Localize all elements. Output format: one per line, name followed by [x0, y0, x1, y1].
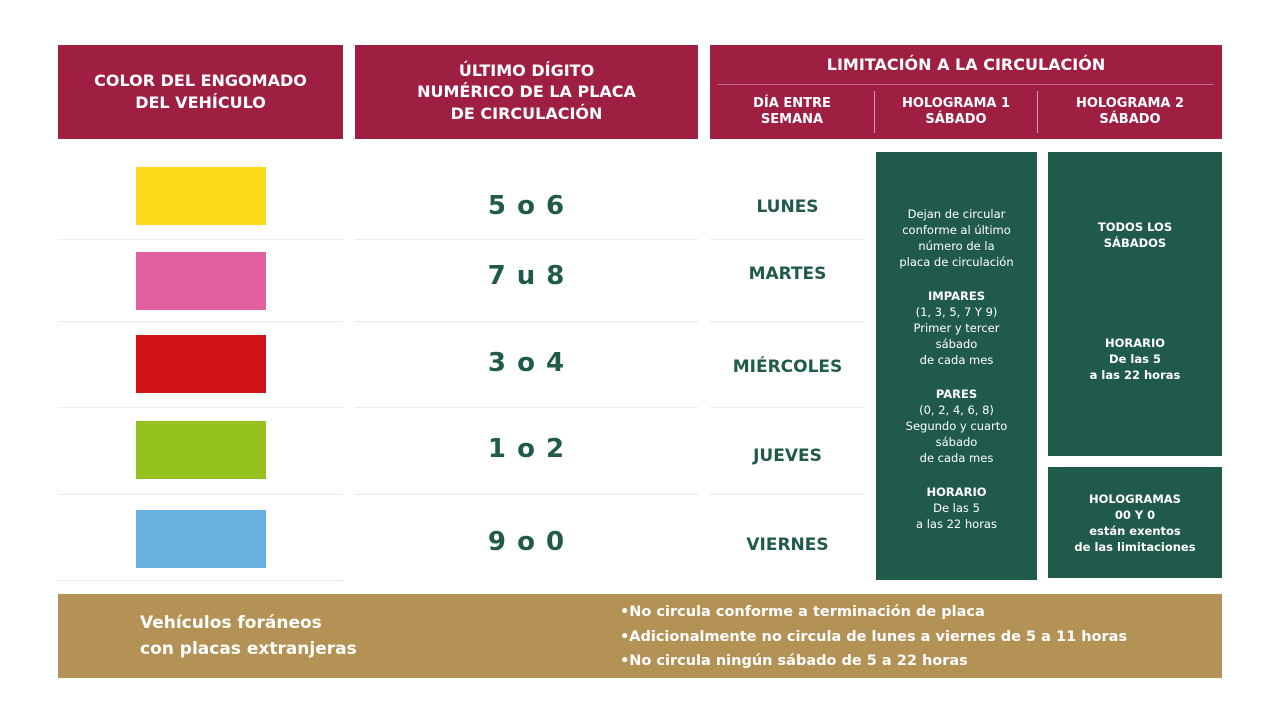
header-limitacion: [710, 45, 1222, 139]
foreign-vehicles-title: Vehículos foráneos con placas extranjeras: [140, 613, 357, 659]
rule-item: •No circula conforme a terminación de placa: [620, 604, 985, 620]
digits-row-5: 9 o 0: [487, 527, 566, 557]
row-divider: [355, 321, 698, 322]
row-divider: [58, 239, 343, 240]
digits-row-4: 1 o 2: [487, 434, 566, 464]
horario-title: HORARIO: [1104, 336, 1166, 350]
day-row-2: MARTES: [748, 264, 827, 284]
row-divider: [58, 407, 343, 408]
subheader-holograma-2: HOLOGRAMA 2 SÁBADO: [1075, 95, 1185, 127]
digits-row-2: 7 u 8: [487, 261, 566, 291]
foreign-vehicles-banner: [58, 594, 1222, 678]
row-divider: [355, 494, 698, 495]
header-ultimo-digito: [355, 45, 698, 139]
row-divider: [710, 321, 865, 322]
row-divider: [710, 494, 865, 495]
swatch-pink: [136, 252, 266, 310]
swatch-yellow: [136, 167, 266, 225]
row-divider: [58, 494, 343, 495]
day-row-5: VIERNES: [746, 535, 829, 555]
foreign-vehicles-rules: [620, 600, 1127, 674]
day-row-3: MIÉRCOLES: [732, 357, 843, 377]
swatch-blue: [136, 510, 266, 568]
header-col2-text: ÚLTIMO DÍGITO NUMÉRICO DE LA PLACA DE CIRCULACIÓN: [417, 60, 636, 123]
swatch-green: [136, 421, 266, 479]
holograma-2-panel: TODOS LOS SÁBADOS HORARIO De las 5 a las 22 horas: [1048, 152, 1222, 456]
pares-title: PARES: [935, 387, 978, 401]
subheader-holograma-1: HOLOGRAMA 1 SÁBADO: [875, 91, 1038, 133]
header-col1-text: COLOR DEL ENGOMADO DEL VEHÍCULO: [94, 71, 307, 112]
row-divider: [355, 239, 698, 240]
row-divider: [58, 321, 343, 322]
holograma-1-panel: Dejan de circular conforme al último número de la placa de circulación IMPARES (1, 3, 5, 7 Y 9) Primer y tercer sábado de cada mes PARES (0, 2, 4, 6, 8) Segundo y cuarto sábado de cada mes HORARIO De las 5 a las 22 horas: [876, 152, 1037, 580]
row-divider: [58, 580, 343, 581]
todos-sabados-line1: TODOS LOS: [1097, 220, 1173, 234]
digits-row-3: 3 o 4: [487, 348, 566, 378]
header-subcolumns: [710, 85, 1222, 139]
day-row-4: JUEVES: [753, 446, 822, 466]
rule-item: •No circula ningún sábado de 5 a 22 horas: [620, 653, 968, 669]
header-col3-title: LIMITACIÓN A LA CIRCULACIÓN: [718, 45, 1214, 85]
horario-title: HORARIO: [926, 485, 987, 499]
day-row-1: LUNES: [756, 197, 819, 217]
subheader-dia-entre-semana: DÍA ENTRE SEMANA: [710, 91, 875, 133]
hologramas-exentos-panel: HOLOGRAMAS 00 Y 0 están exentos de las limitaciones: [1048, 467, 1222, 578]
todos-sabados-line2: SÁBADOS: [1103, 236, 1167, 250]
swatch-red: [136, 335, 266, 393]
row-divider: [355, 407, 698, 408]
digits-row-1: 5 o 6: [487, 191, 566, 221]
header-color-engomado: [58, 45, 343, 139]
row-divider: [710, 407, 865, 408]
rule-item: •Adicionalmente no circula de lunes a viernes de 5 a 11 horas: [620, 628, 1128, 645]
impares-title: IMPARES: [928, 289, 985, 303]
row-divider: [710, 239, 865, 240]
